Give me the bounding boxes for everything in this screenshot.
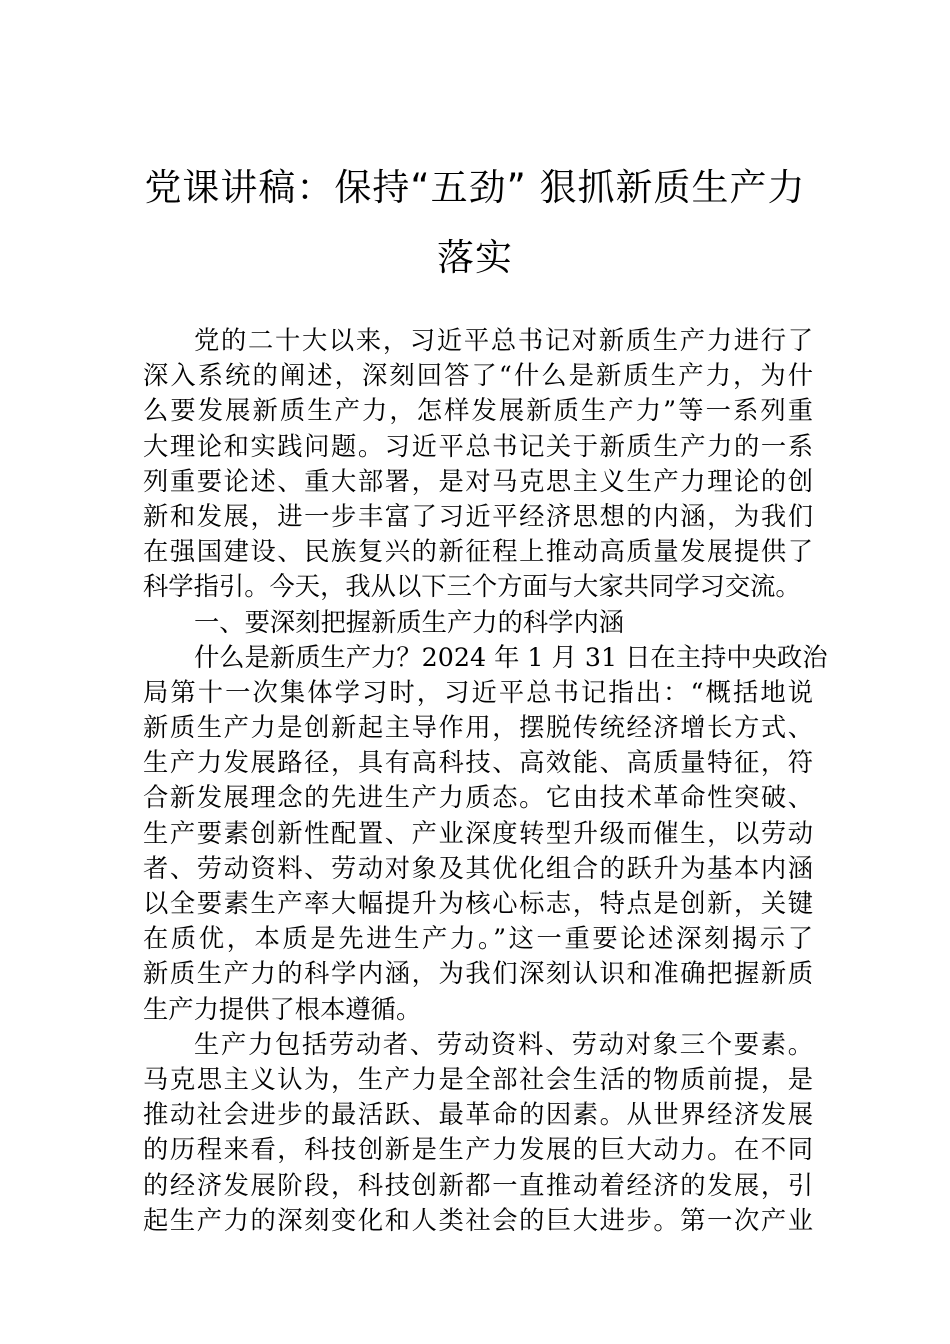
body-line: 新和发展，进一步丰富了习近平经济思想的内涵，为我们 bbox=[143, 501, 813, 531]
body-line: 局第十一次集体学习时，习近平总书记指出：“概括地说 bbox=[143, 677, 813, 707]
body-line: 生产要素创新性配置、产业深度转型升级而催生，以劳动 bbox=[143, 818, 813, 848]
body-line: 么要发展新质生产力，怎样发展新质生产力”等一系列重 bbox=[143, 396, 813, 426]
body-line: 科学指引。今天，我从以下三个方面与大家共同学习交流。 bbox=[143, 572, 801, 602]
body-line: 党的二十大以来，习近平总书记对新质生产力进行了 bbox=[194, 326, 813, 355]
body-line: 推动社会进步的最活跃、最革命的因素。从世界经济发展 bbox=[143, 1100, 813, 1130]
document-title-line-1: 党课讲稿：保持“五劲” 狠抓新质生产力 bbox=[144, 166, 806, 209]
body-line: 大理论和实践问题。习近平总书记关于新质生产力的一系 bbox=[143, 431, 813, 461]
body-line: 的历程来看，科技创新是生产力发展的巨大动力。在不同 bbox=[143, 1135, 813, 1165]
body-line: 马克思主义认为，生产力是全部社会生活的物质前提，是 bbox=[143, 1064, 813, 1094]
body-line: 深入系统的阐述，深刻回答了“什么是新质生产力，为什 bbox=[143, 361, 813, 391]
body-line: 起生产力的深刻变化和人类社会的巨大进步。第一次产业 bbox=[143, 1205, 813, 1235]
body-line: 的经济发展阶段，科技创新都一直推动着经济的发展，引 bbox=[143, 1170, 813, 1200]
body-line: 生产力发展路径，具有高科技、高效能、高质量特征，符 bbox=[143, 748, 813, 778]
body-line: 列重要论述、重大部署，是对马克思主义生产力理论的创 bbox=[143, 466, 813, 496]
body-line: 合新发展理念的先进生产力质态。它由技术革命性突破、 bbox=[143, 783, 813, 813]
document-title-line-2: 落实 bbox=[437, 236, 513, 279]
body-line: 生产力包括劳动者、劳动资料、劳动对象三个要素。 bbox=[194, 1029, 813, 1059]
body-line: 一、要深刻把握新质生产力的科学内涵 bbox=[194, 607, 625, 637]
body-line: 在强国建设、民族复兴的新征程上推动高质量发展提供了 bbox=[143, 537, 813, 567]
document-body bbox=[143, 323, 828, 1238]
body-line: 在质优，本质是先进生产力。”这一重要论述深刻揭示了 bbox=[143, 924, 813, 954]
body-line: 以全要素生产率大幅提升为核心标志，特点是创新，关键 bbox=[143, 889, 813, 918]
body-line: 生产力提供了根本遵循。 bbox=[143, 994, 422, 1024]
body-line: 新质生产力是创新起主导作用，摆脱传统经济增长方式、 bbox=[143, 713, 813, 743]
body-line: 什么是新质生产力？2024 年 1 月 31 日在主持中央政治 bbox=[194, 642, 828, 672]
body-line: 者、劳动资料、劳动对象及其优化组合的跃升为基本内涵 bbox=[143, 853, 813, 883]
body-line: 新质生产力的科学内涵，为我们深刻认识和准确把握新质 bbox=[143, 959, 813, 989]
